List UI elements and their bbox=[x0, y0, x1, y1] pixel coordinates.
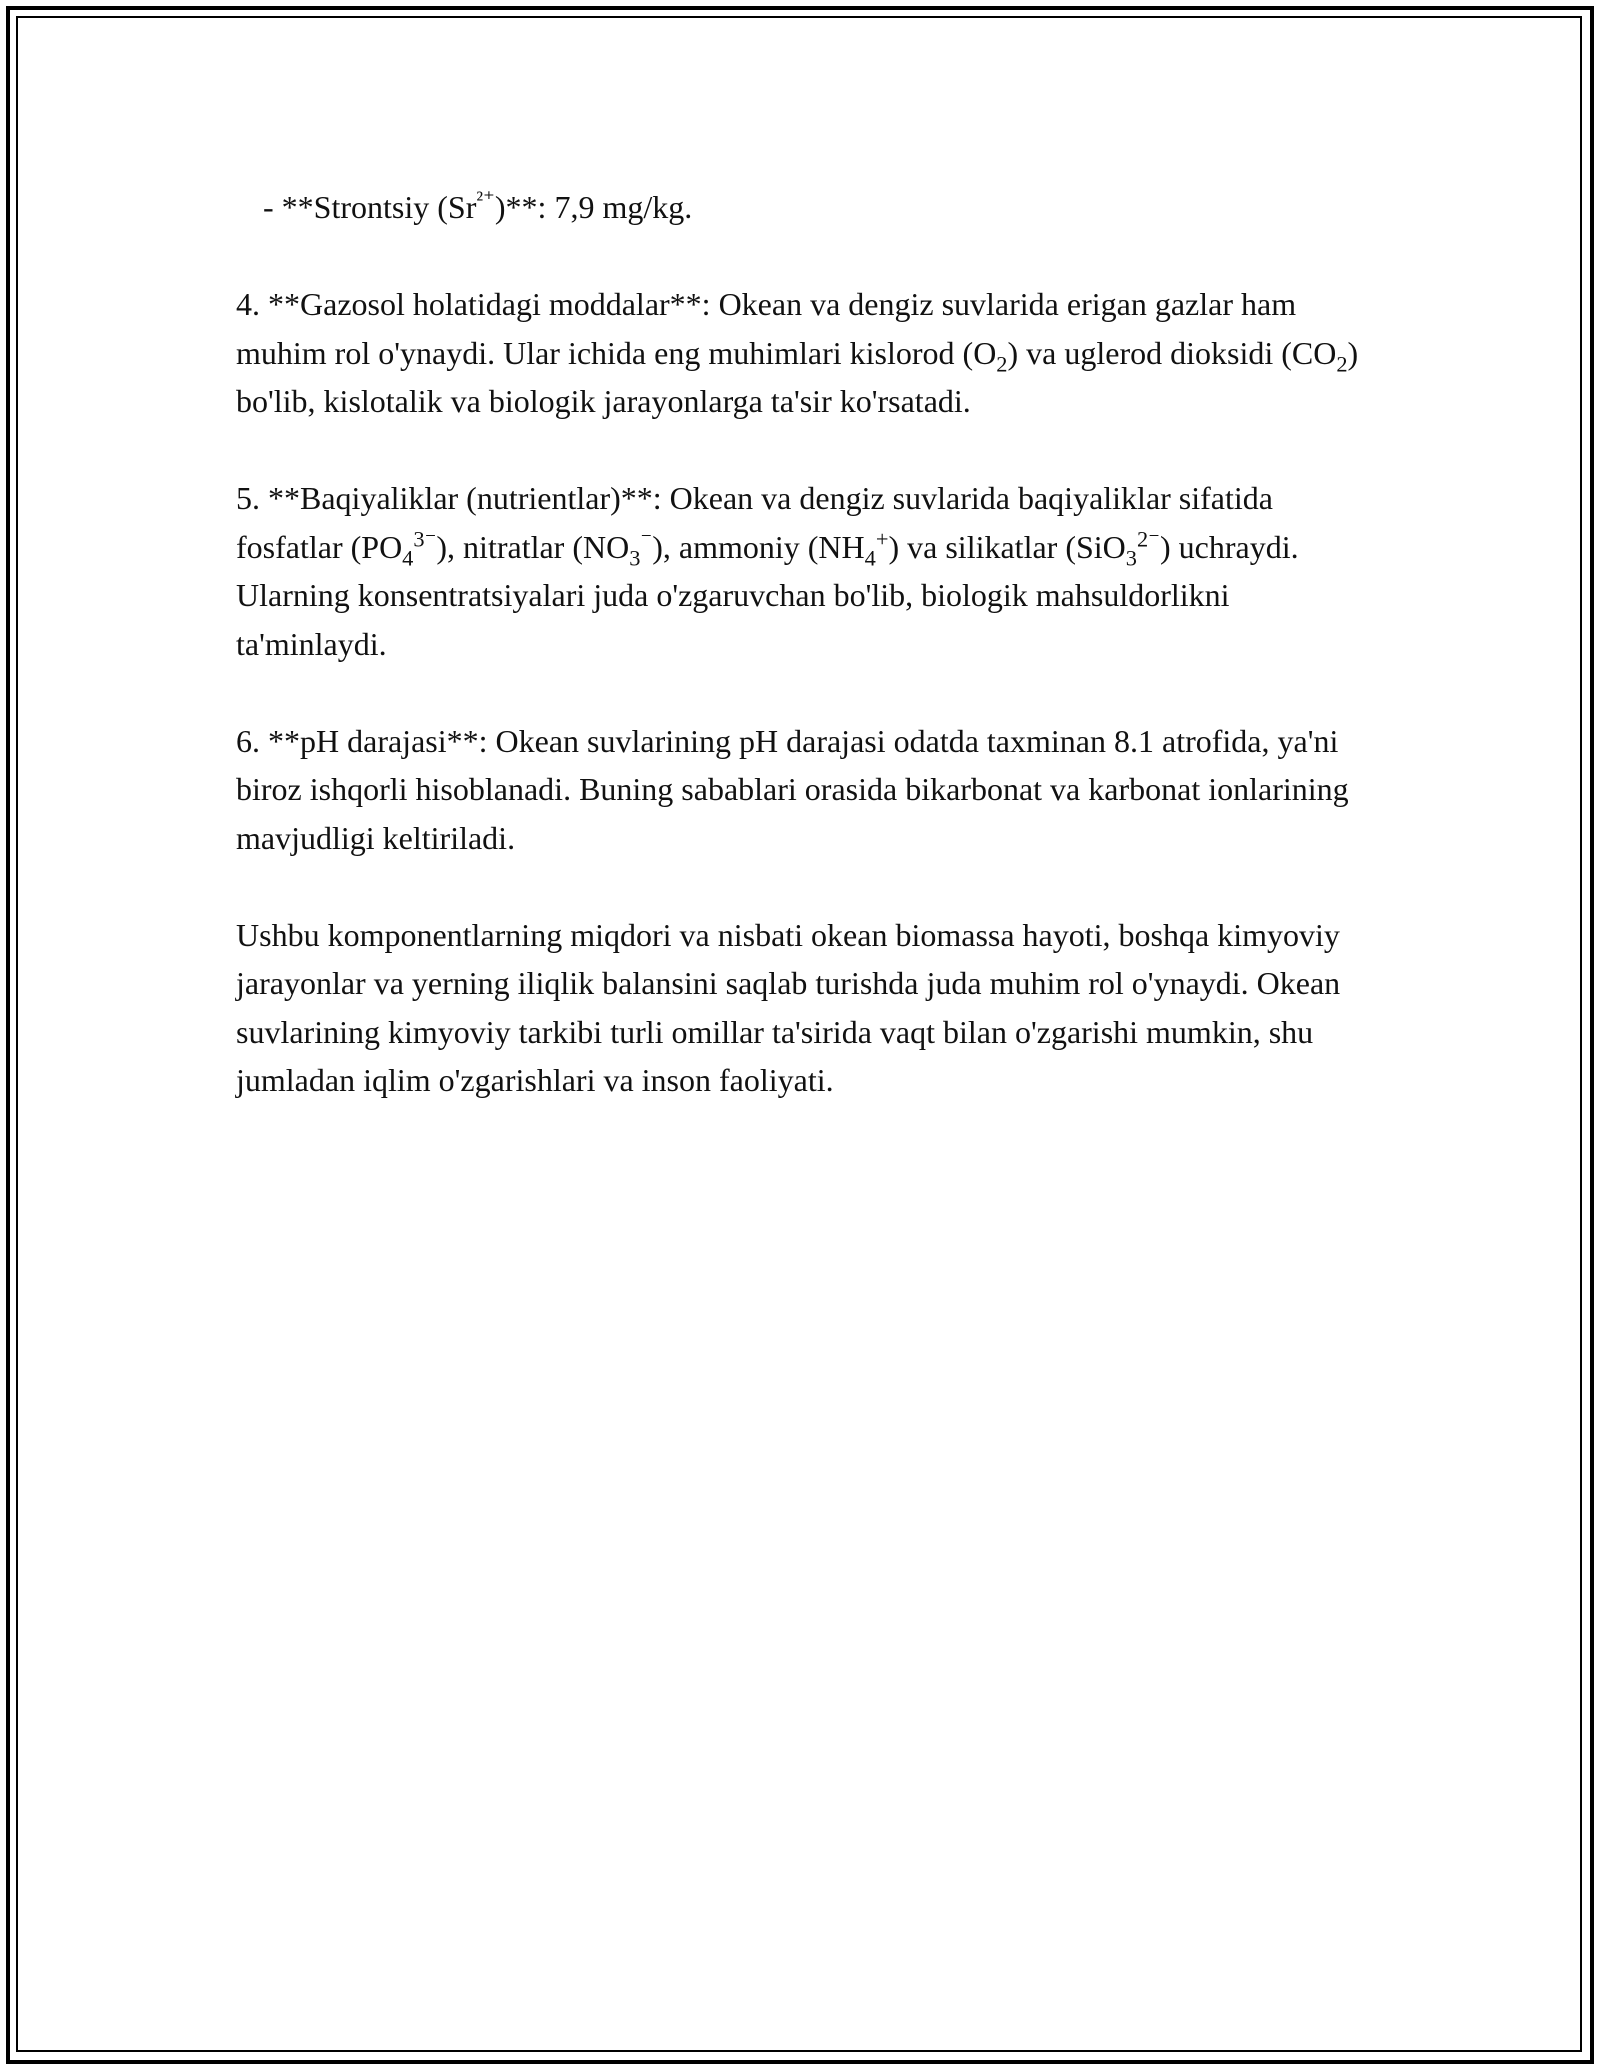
paragraph-conclusion: Ushbu komponentlarning miqdori va nisbati okean biomassa hayoti, boshqa kimyoviy jarayonlar va yerning iliqlik balansini saqlab turishda juda muhim rol o'ynaydi. Okean suvlarining kimyoviy tarkibi turli omillar ta'sirida vaqt bilan o'zgarishi mumkin, shu jumladan iqlim o'zgarishlari va inson faoliyati. bbox=[236, 916, 1341, 1098]
subscript: 2 bbox=[996, 350, 1008, 376]
strontium-bullet bbox=[236, 183, 1386, 232]
text-run: ) uchraydi. Ularning konsentratsiyalari juda o'zgaruvchan bo'lib, biologik mahsuldorlikni ta'minlaydi. bbox=[236, 528, 1299, 662]
text-run: ), ammoniy (NH bbox=[652, 528, 865, 565]
text-run: ) bo'lib, kislotalik va biologik jarayonlarga ta'sir ko'rsatadi. bbox=[236, 334, 1359, 419]
text-run: 5. **Baqiyaliklar (nutrientlar)**: Okean va dengiz suvlarida baqiyaliklar sifatida fosfatlar (PO bbox=[236, 480, 1273, 565]
paragraph-ph: 6. **pH darajasi**: Okean suvlarining pH darajasi odatda taxminan 8.1 atrofida, ya'ni biroz ishqorli hisoblanadi. Buning sabablari orasida bikarbonat va karbonat ionlarining mavjudligi keltiriladi. bbox=[236, 722, 1349, 856]
superscript: + bbox=[875, 525, 889, 551]
text-run: ) va silikatlar (SiO bbox=[888, 528, 1126, 565]
text-run: ), nitratlar (NO bbox=[436, 528, 630, 565]
text-run: ) va uglerod dioksidi (CO bbox=[1007, 334, 1337, 371]
bullet-text: )**: 7,9 mg/kg. bbox=[494, 189, 693, 225]
superscript: ²⁺ bbox=[476, 186, 495, 212]
subscript: 2 bbox=[1336, 350, 1348, 376]
paragraph-nutrients bbox=[236, 474, 1386, 668]
superscript: 3⁻ bbox=[413, 525, 437, 551]
subscript: 3 bbox=[1125, 544, 1137, 570]
subscript: 4 bbox=[402, 544, 414, 570]
superscript: 2⁻ bbox=[1136, 525, 1160, 551]
subscript: 3 bbox=[629, 544, 641, 570]
text-run: 4. **Gazosol holatidagi moddalar**: Okean va dengiz suvlarida erigan gazlar ham muhim rol o'ynaydi. Ular ichida eng muhimlari kislorod (O bbox=[236, 286, 1297, 371]
subscript: 4 bbox=[864, 544, 876, 570]
paragraph-gases bbox=[236, 280, 1386, 426]
superscript: ⁻ bbox=[640, 525, 653, 551]
bullet-text: - **Strontsiy (Sr bbox=[263, 189, 477, 225]
document-body bbox=[236, 183, 1386, 1153]
